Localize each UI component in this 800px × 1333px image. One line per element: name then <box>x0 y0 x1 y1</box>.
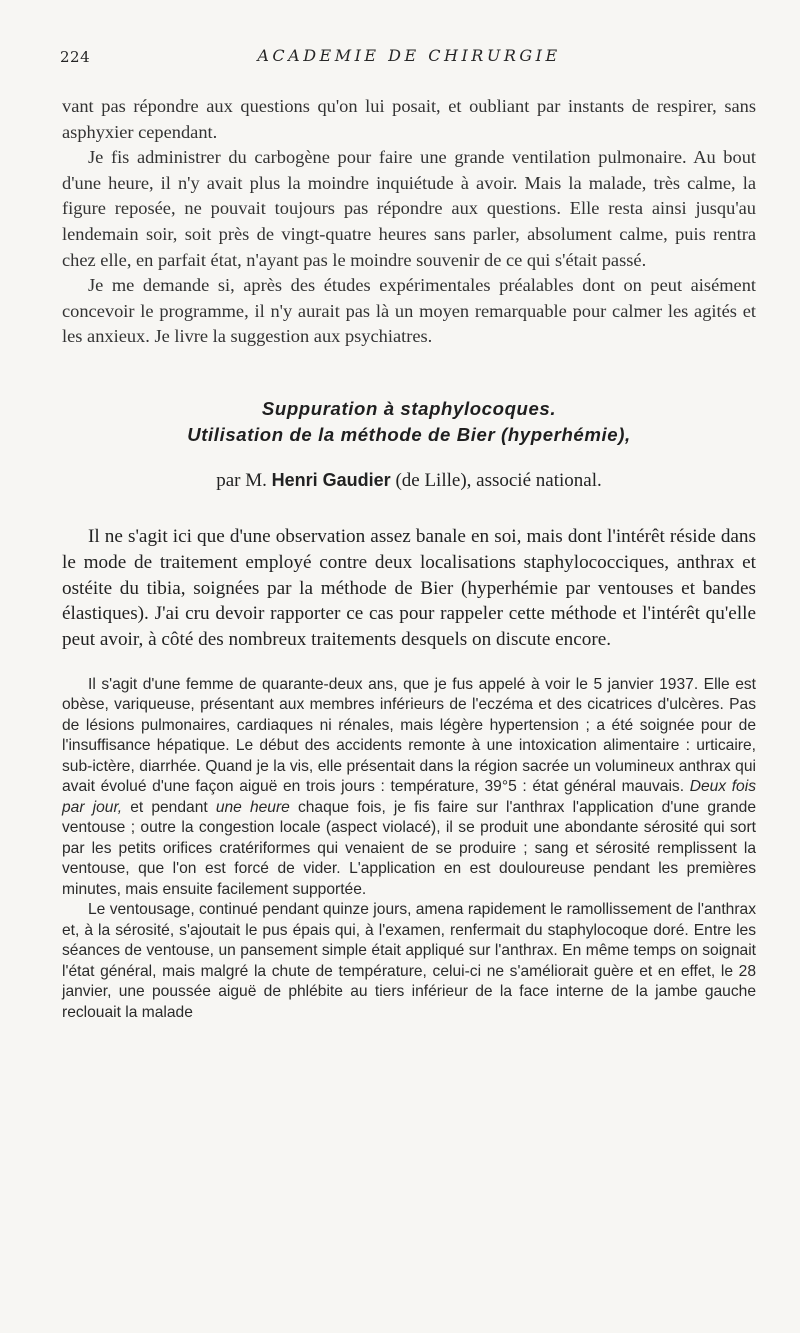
body-paragraph-1-part-c: chaque fois, je fis faire sur l'anthrax l'application d'une grande ventouse ; outre la congestion locale (aspect violacé), il se produit une abondante sérosité qui sort par les petits orifices cratériformes qui venaient de se produire ; sang et sérosité remplissent la ventouse, que l'on est forcé de vider. L'application en est douloureuse pendant les premières minutes, mais ensuite facilement supportée. <box>62 798 756 898</box>
article-title-line-2: Utilisation de la méthode de Bier (hyperhémie), <box>187 423 631 445</box>
body-emphasis-2: une heure <box>215 798 290 816</box>
running-title: ACADEMIE DE CHIRURGIE <box>257 46 561 65</box>
abstract-section <box>62 524 756 653</box>
abstract-paragraph: Il ne s'agit ici que d'une observation assez banale en soi, mais dont l'intérêt réside dans le mode de traitement employé contre deux localisations staphylococciques, anthrax et ostéite du tibia, soignées par la méthode de Bier (hyperhémie par ventouses et bandes élastiques). J'ai cru devoir rapporter ce cas pour rappeler cette méthode et l'intérêt qu'elle peut avoir, à côté des nombreux traitements desquels on discute encore. <box>62 525 756 651</box>
byline-prefix: par M. <box>216 469 267 491</box>
byline <box>62 470 756 492</box>
intro-paragraph-2: Je fis administrer du carbogène pour faire une grande ventilation pulmonaire. Au bout d'une heure, il n'y avait plus la moindre inquiétude à avoir. Mais la malade, très calme, la figure reposée, ne pouvait toujours pas répondre aux questions. Elle resta ainsi jusqu'au lendemain soir, soit près de vingt-quatre heures sans parler, absolument calme, puis rentra chez elle, en parfait état, n'ayant pas le moindre souvenir de ce qui s'était passé. <box>62 147 756 270</box>
document-page <box>62 44 756 1023</box>
body-paragraph-1-part-a: Il s'agit d'une femme de quarante-deux ans, que je fus appelé à voir le 5 janvier 1937. Elle est obèse, variqueuse, présentant aux membres inférieurs de l'eczéma et des cicatrices d'ulcères. Pas de lésions pulmonaires, cardiaques ni rénales, mais légère hypertension ; a été soignée pour de l'insuffisance hépatique. Le début des accidents remonte à une intoxication alimentaire : urticaire, sub-ictère, diarrhée. Quand je la vis, elle présentait dans la région sacrée un volumineux anthrax qui avait évolué d'une façon aiguë en trois jours : température, 39°5 : état général mauvais. <box>62 675 756 796</box>
body-paragraph-2: Le ventousage, continué pendant quinze jours, amena rapidement le ramollissement de l'anthrax et, à la sérosité, s'ajoutait le pus épais qui, à l'examen, renfermait du staphylocoque doré. Entre les séances de ventouse, un pansement simple était appliqué sur l'anthrax. En même temps on soignait l'état général, mais malgré la chute de température, celui-ci ne s'améliorait guère et en effet, le 28 janvier, une poussée aiguë de phlébite au tiers inférieur de la face interne de la jambe gauche reclouait la malade <box>62 901 756 1021</box>
page-header <box>62 44 756 74</box>
intro-section <box>62 94 756 350</box>
body-emphasis-1: Deux fois par jour, <box>62 778 756 816</box>
byline-affiliation: (de Lille), associé national. <box>395 469 602 491</box>
article-title-line-1: Suppuration à staphylocoques. <box>261 397 557 419</box>
body-section <box>62 675 756 1024</box>
intro-paragraph-3: Je me demande si, après des études expérimentales préalables dont on peut aisément concevoir le programme, il n'y aurait pas là un moyen remarquable pour calmer les agités et les anxieux. Je livre la suggestion aux psychiatres. <box>62 275 756 347</box>
author-name: Henri Gaudier <box>271 469 391 490</box>
article-title <box>62 396 756 448</box>
body-paragraph-1 <box>62 675 756 901</box>
intro-paragraph-1: vant pas répondre aux questions qu'on lui posait, et oubliant par instants de respirer, sans asphyxier cependant. <box>62 96 756 142</box>
body-paragraph-1-part-b: et pendant <box>130 798 208 816</box>
page-number: 224 <box>60 48 91 66</box>
